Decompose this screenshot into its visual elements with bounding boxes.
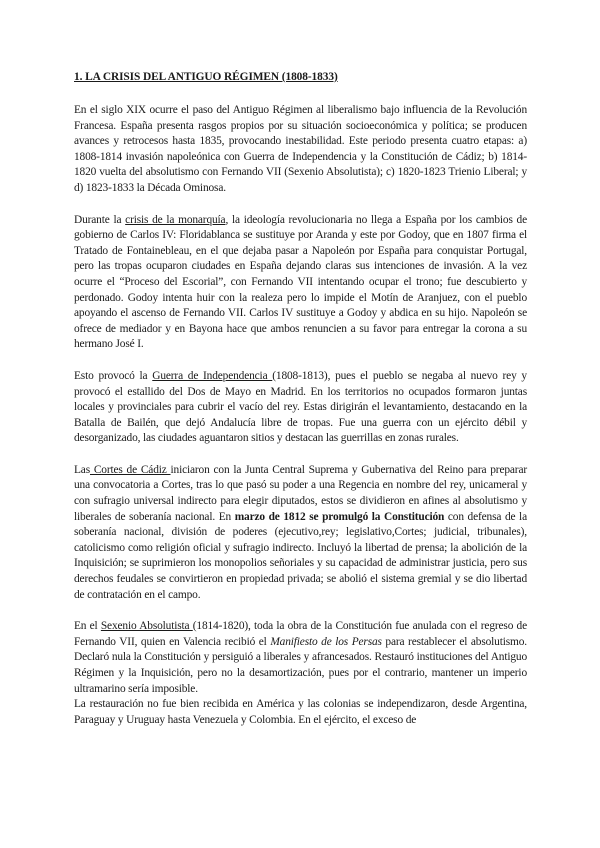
text-segment: Durante la (74, 213, 126, 226)
link-crisis-monarquia[interactable]: crisis de la monarquía (125, 213, 226, 226)
text-segment: Las (74, 463, 90, 476)
text-segment: Esto provocó la (74, 369, 153, 382)
link-sexenio-absolutista[interactable]: Sexenio Absolutista (100, 620, 193, 633)
link-guerra-independencia[interactable]: Guerra de Independencia (152, 369, 273, 382)
text-segment: para restablecer el absolutismo. Declaró nula la Constitución y persiguió a liberales y afrancesados. Restauró instituciones del Antiguo Régimen y la Inquisición, pero no la desamortización, pues por el contrario, mantener un imperio ultramarino sería imposible. (74, 635, 527, 695)
paragraph-crisis-monarquia (74, 213, 527, 353)
paragraph-sexenio-absolutista (74, 619, 527, 697)
text-segment: , la ideología revolucionaria no llega a España por los cambios de gobierno de Carlos IV: Floridablanca se sustituye por Aranda y este por Godoy, que en 1807 firma el Tratado de Fontainebleau, en el que dejaba pasar a Napoleón por España para conquistar Portugal, pero las tropas ocuparon ciudades en España dejando claras sus intenciones de invasión. A la vez ocurre el “Proceso del Escorial”, con Fernando VII intentando ocupar el trono; fue descubierto y perdonado. Godoy intenta huir con la realeza pero lo impide el Motín de Aranjuez, con el pueblo apoyando el ascenso de Fernando VII. Carlos IV sustituye a Godoy y abdica en su hijo. Napoleón se ofrece de mediador y en Bayona hace que ambos renuncien a su favor para entregar la corona a su hermano José I. (74, 213, 527, 351)
paragraph-cortes-cadiz (74, 463, 527, 603)
paragraph-guerra-independencia (74, 369, 527, 447)
bold-constitucion: marzo de 1812 se promulgó la Constitución (234, 510, 445, 523)
link-cortes-cadiz[interactable]: Cortes de Cádiz (90, 463, 171, 476)
text-segment: con defensa de la soberanía nacional, división de poderes (ejecutivo,rey; legislativo,Cortes; judicial, tribunales), catolicismo como religión oficial y sufragio indirecto. Incluyó la libertad de prensa; la abolición de la Inquisición; se suprimieron los monopolios señoriales y su capacidad de administrar justicia, pero sus derechos feudales se convirtieron en propiedad privada; se abolió el sistema gremial y se dio libertad de contratación en el campo. (74, 510, 527, 601)
paragraph-intro: En el siglo XIX ocurre el paso del Antiguo Régimen al liberalismo bajo influencia de la Revolución Francesa. España presenta rasgos propios por su situación socioeconómica y política; se producen avances y retrocesos hasta 1835, provocando inestabilidad. Este periodo presenta cuatro etapas: a) 1808-1814 invasión napoleónica con Guerra de Independencia y la Constitución de Cádiz; b) 1814-1820 vuelta del absolutismo con Fernando VII (Sexenio Absolutista); c) 1820-1823 Trienio Liberal; y d) 1823-1833 la Década Ominosa. (74, 104, 527, 194)
paragraph-restauracion: La restauración no fue bien recibida en América y las colonias se independizaron, desde Argentina, Paraguay y Uruguay hasta Venezuela y Colombia. En el ejército, el exceso de (74, 698, 527, 726)
italic-manifiesto: Manifiesto de los Persas (270, 635, 382, 648)
text-segment: En el (74, 620, 101, 633)
text-segment: iniciaron con la Junta Central Suprema y Gubernativa del Reino para preparar una convocatoria a Cortes, tras lo que pasó su poder a una Regencia en nombre del rey, unicameral y con sufragio universal indirecto para elegir diputados, estos se dividieron en afines al absolutismo y liberales de soberanía nacional. En (74, 463, 527, 523)
text-segment: (1814-1820), toda la obra de la Constitución fue anulada con el regreso de Fernando VII, quien en Valencia recibió el (74, 620, 528, 648)
text-segment: (1808-1813), pues el pueblo se negaba al nuevo rey y provocó el estallido del Dos de Mayo en Madrid. En los territorios no ocupados formaron juntas locales y provinciales para cubrir el vacío del rey. Estas dirigirán el levantamiento, destacando en la Batalla de Bailén, que dejó Andalucía libre de tropas. Fue una guerra con un ejército débil y desorganizado, las ciudades aguantaron sitios y destacan las guerrillas en zonas rurales. (74, 369, 527, 445)
section-title: 1. LA CRISIS DEL ANTIGUO RÉGIMEN (1808-1833) (74, 71, 338, 83)
